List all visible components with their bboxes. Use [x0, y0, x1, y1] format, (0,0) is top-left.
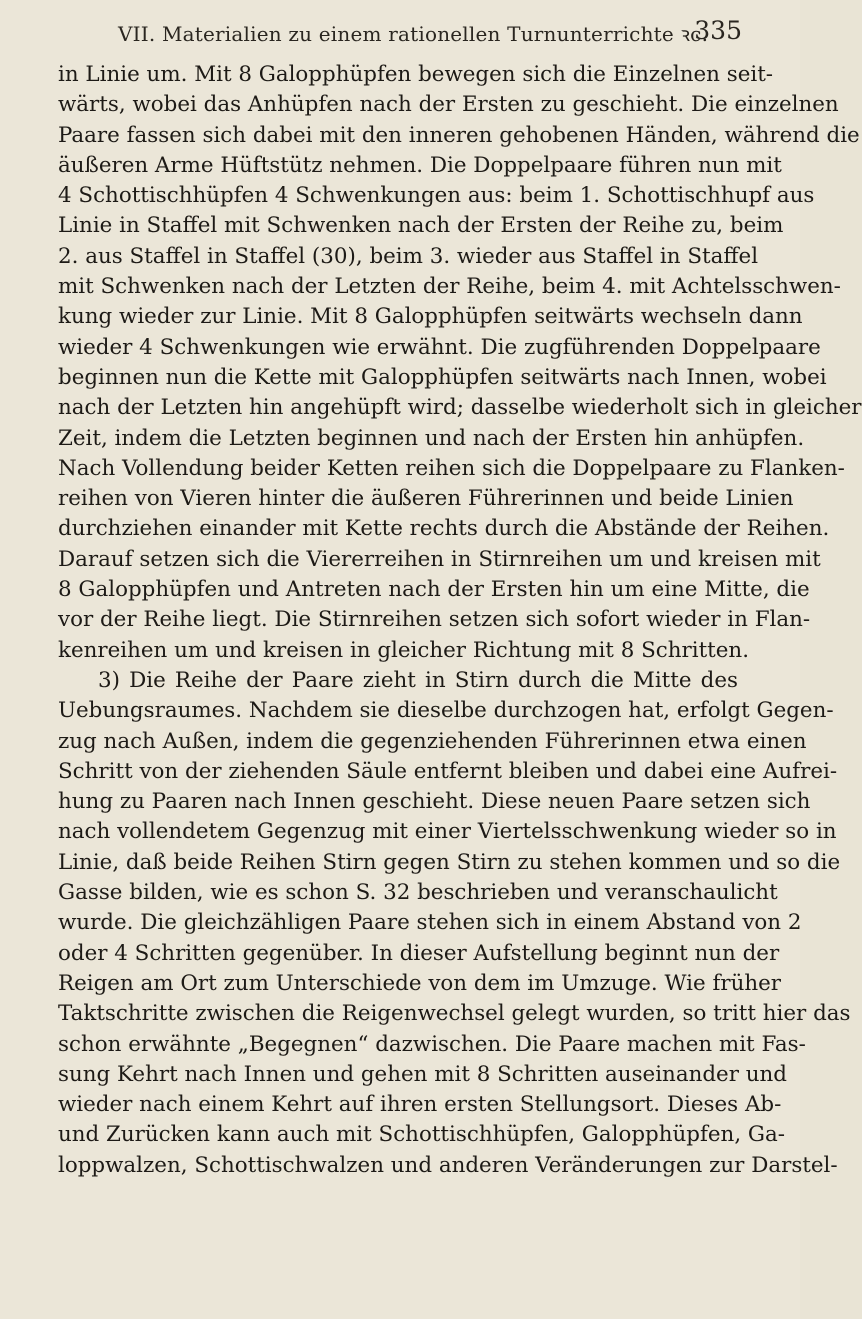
text-line: mit Schwenken nach der Letzten der Reihe, beim 4. mit Achtelsschwen-	[58, 274, 841, 300]
text-line: kenreihen um und kreisen in gleicher Richtung mit 8 Schritten.	[58, 637, 750, 663]
text-line: Darauf setzen sich die Viererreihen in Stirnreihen um und kreisen mit	[58, 546, 821, 572]
text-line: schon erwähnte „Begegnen“ dazwischen. Die Paare machen mit Fas-	[58, 1031, 806, 1057]
text-line: hung zu Paaren nach Innen geschieht. Diese neuen Paare setzen sich	[58, 789, 811, 815]
page-header	[58, 14, 742, 48]
text-line: kung wieder zur Linie. Mit 8 Galopphüpfen seitwärts wechseln dann	[58, 304, 803, 330]
text-line: nach der Letzten hin angehüpft wird; dasselbe wiederholt sich in gleicher	[58, 395, 862, 421]
text-line: wurde. Die gleichzähligen Paare stehen sich in einem Abstand von 2	[58, 910, 802, 936]
text-line: sung Kehrt nach Innen und gehen mit 8 Schritten auseinander und	[58, 1061, 787, 1087]
text-line: beginnen nun die Kette mit Galopphüpfen seitwärts nach Innen, wobei	[58, 364, 827, 390]
text-line: Gasse bilden, wie es schon S. 32 beschrieben und veranschaulicht	[58, 880, 778, 906]
text-line: Nach Vollendung beider Ketten reihen sich die Doppelpaare zu Flanken-	[58, 455, 845, 481]
text-line: vor der Reihe liegt. Die Stirnreihen setzen sich sofort wieder in Flan-	[58, 607, 811, 633]
text-line: Linie, daß beide Reihen Stirn gegen Stirn zu stehen kommen und so die	[58, 849, 841, 875]
text-line: wieder 4 Schwenkungen wie erwähnt. Die zugführenden Doppelpaare	[58, 334, 821, 360]
text-line: und Zurücken kann auch mit Schottischhüpfen, Galopphüpfen, Ga-	[58, 1122, 785, 1148]
body-text	[58, 60, 862, 1181]
text-line: durchziehen einander mit Kette rechts durch die Abstände der Reihen.	[58, 516, 830, 542]
text-line: Taktschritte zwischen die Reigenwechsel gelegt wurden, so tritt hier das	[58, 1001, 851, 1027]
page-number: 335	[694, 16, 742, 45]
running-head: VII. Materialien zu einem rationellen Turnunterrichte ꝛc.	[118, 22, 709, 46]
text-line: reihen von Vieren hinter die äußeren Führerinnen und beide Linien	[58, 486, 794, 512]
text-line: loppwalzen, Schottischwalzen und anderen Veränderungen zur Darstel-	[58, 1152, 838, 1178]
text-line: zug nach Außen, indem die gegenziehenden Führerinnen etwa einen	[58, 728, 807, 754]
text-line: nach vollendetem Gegenzug mit einer Viertelsschwenkung wieder so in	[58, 819, 837, 845]
text-line: 2. aus Staffel in Staffel (30), beim 3. wieder aus Staffel in Staffel	[58, 243, 759, 269]
text-line: wieder nach einem Kehrt auf ihren ersten Stellungsort. Dieses Ab-	[58, 1092, 782, 1118]
text-line: 8 Galopphüpfen und Antreten nach der Ersten hin um eine Mitte, die	[58, 577, 810, 603]
text-line: Zeit, indem die Letzten beginnen und nach der Ersten hin anhüpfen.	[58, 425, 805, 451]
paragraph-start-line: 3) Die Reihe der Paare zieht in Stirn durch die Mitte des	[98, 667, 738, 693]
text-line: äußeren Arme Hüftstütz nehmen. Die Doppelpaare führen nun mit	[58, 152, 782, 178]
text-line: 4 Schottischhüpfen 4 Schwenkungen aus: beim 1. Schottischhupf aus	[58, 183, 815, 209]
text-line: Linie in Staffel mit Schwenken nach der Ersten der Reihe zu, beim	[58, 213, 784, 239]
text-line: in Linie um. Mit 8 Galopphüpfen bewegen sich die Einzelnen seit-	[58, 62, 774, 87]
text-line: oder 4 Schritten gegenüber. In dieser Aufstellung beginnt nun der	[58, 940, 780, 966]
text-line: Paare fassen sich dabei mit den inneren gehobenen Händen, während die	[58, 122, 860, 148]
text-line: Reigen am Ort zum Unterschiede von dem im Umzuge. Wie früher	[58, 970, 782, 996]
text-line: Uebungsraumes. Nachdem sie dieselbe durchzogen hat, erfolgt Gegen-	[58, 698, 834, 724]
text-line: wärts, wobei das Anhüpfen nach der Ersten zu geschieht. Die einzelnen	[58, 92, 839, 118]
text-line: Schritt von der ziehenden Säule entfernt bleiben und dabei eine Aufrei-	[58, 758, 838, 784]
